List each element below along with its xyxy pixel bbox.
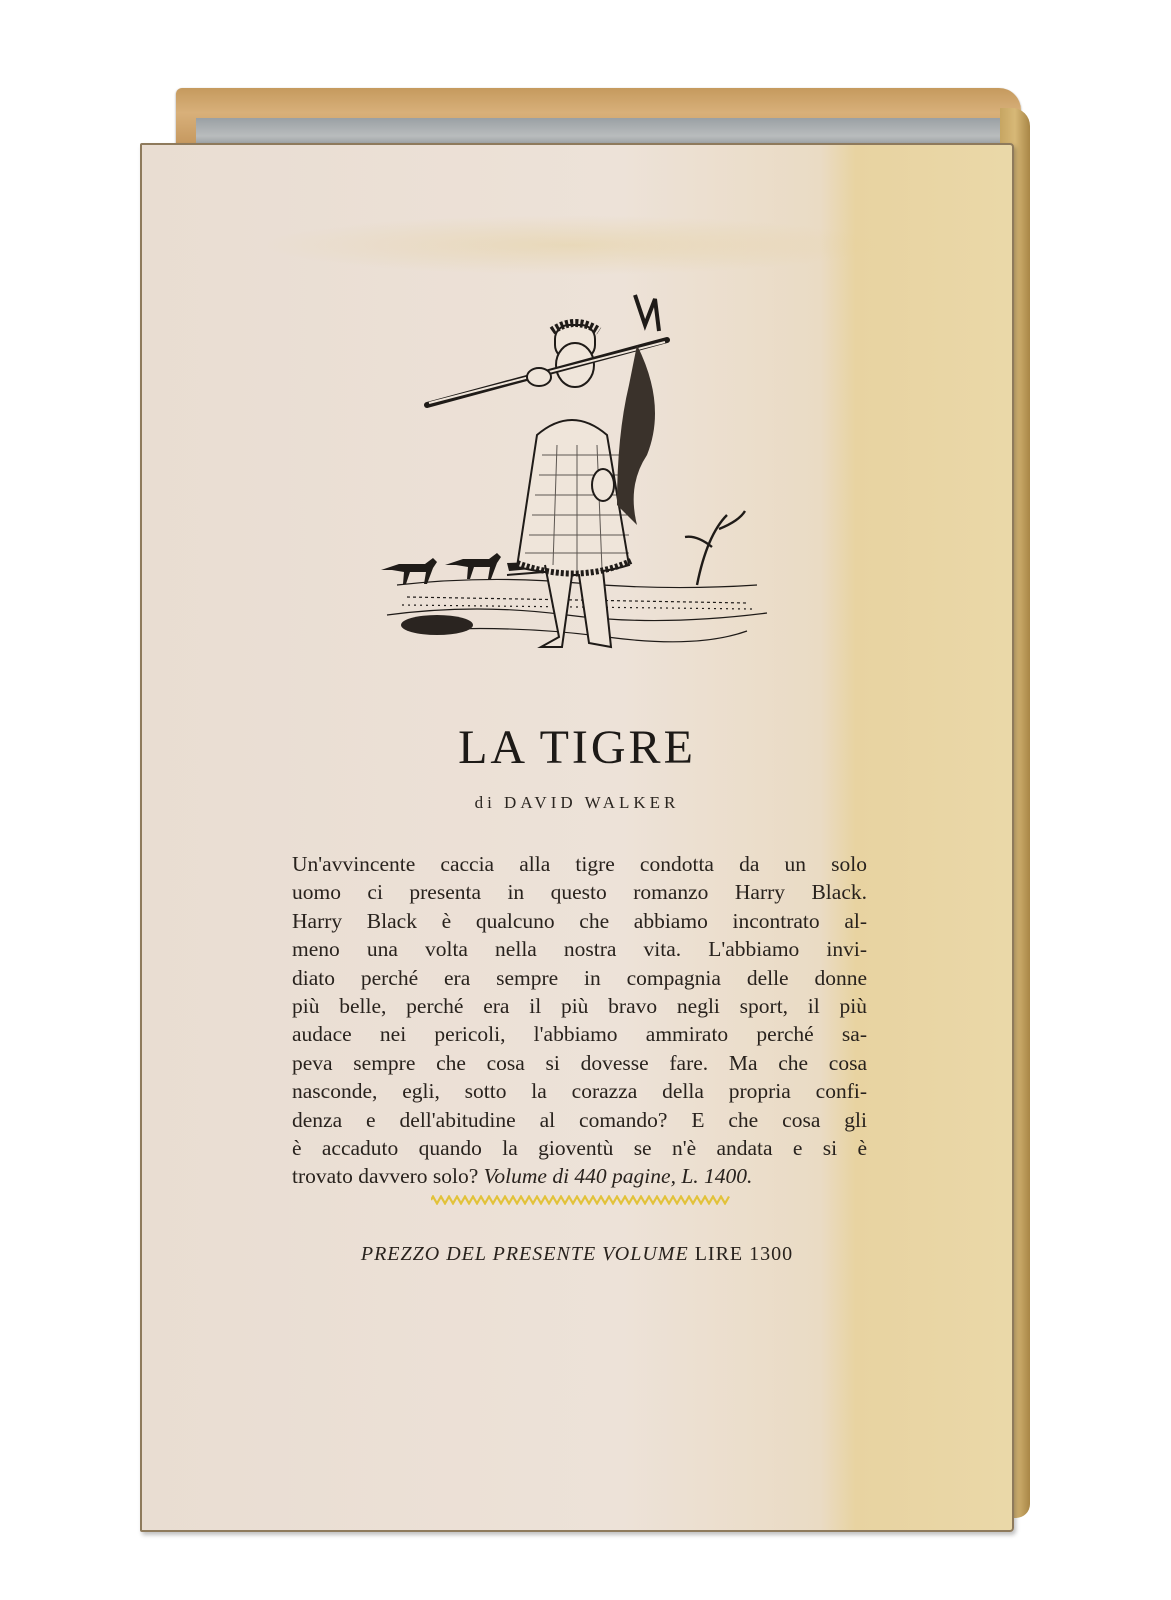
blurb-line: denza e dell'abitudine al comando? E che cosa gli bbox=[292, 1107, 867, 1132]
back-cover bbox=[140, 143, 1014, 1532]
book-author: di DAVID WALKER bbox=[474, 793, 680, 812]
blurb-last-line bbox=[292, 1162, 867, 1190]
blurb-line: meno una volta nella nostra vita. L'abbiamo invi- bbox=[292, 937, 867, 962]
blurb-line: Harry Black è qualcuno che abbiamo incontrato al- bbox=[292, 908, 867, 933]
price-value: LIRE 1300 bbox=[694, 1243, 794, 1265]
blurb-line: Un'avvincente caccia alla tigre condotta da un solo bbox=[292, 852, 867, 876]
price-label: PREZZO DEL PRESENTE VOLUME bbox=[360, 1243, 689, 1265]
blurb-line: peva sempre che cosa si dovesse fare. Ma che cosa bbox=[292, 1050, 867, 1075]
price-line bbox=[142, 1243, 1012, 1266]
book bbox=[140, 88, 1030, 1528]
wavy-divider bbox=[431, 1195, 731, 1205]
blurb-line: uomo ci presenta in questo romanzo Harry Black. bbox=[292, 880, 867, 905]
blurb-line: più belle, perché era il più bravo negli sport, il più bbox=[292, 994, 867, 1019]
blurb-last-line-start: trovato davvero solo? bbox=[292, 1164, 484, 1189]
blurb-line: nasconde, egli, sotto la corazza della propria confi- bbox=[292, 1079, 867, 1104]
woodcut-illustration bbox=[367, 285, 777, 655]
book-blurb bbox=[292, 850, 867, 1191]
blurb-line: diato perché era sempre in compagnia delle donne bbox=[292, 965, 867, 990]
paper-stain bbox=[262, 215, 882, 275]
blurb-line: audace nei pericoli, l'abbiamo ammirato perché sa- bbox=[292, 1022, 867, 1047]
book-title: LA TIGRE bbox=[458, 721, 696, 774]
volume-info: Volume di 440 pagine, L. 1400. bbox=[483, 1164, 753, 1189]
blurb-line: è accaduto quando la gioventù se n'è andata e si è bbox=[292, 1136, 867, 1161]
